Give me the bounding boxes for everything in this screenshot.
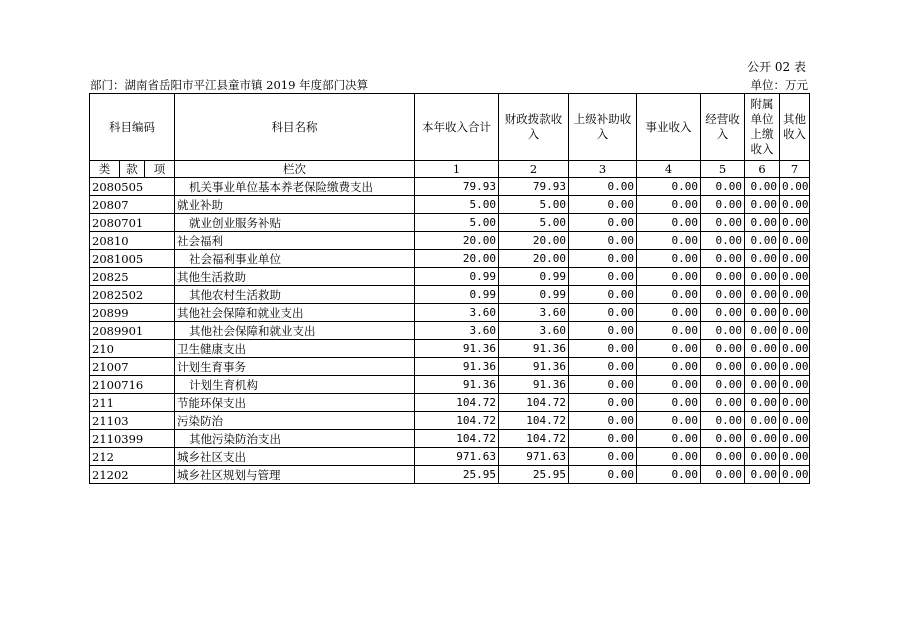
fiscal-allocation-cell: 971.63: [499, 448, 569, 466]
table-row: [90, 322, 810, 340]
table-row: [90, 394, 810, 412]
superior-subsidy-cell: 0.00: [569, 178, 637, 196]
superior-subsidy-cell: 0.00: [569, 196, 637, 214]
business-income-cell: 0.00: [637, 286, 701, 304]
subject-name: 社会福利事业单位: [175, 250, 415, 268]
fiscal-allocation-cell: 104.72: [499, 412, 569, 430]
affiliate-income-cell: 0.00: [745, 412, 780, 430]
superior-subsidy-cell: 0.00: [569, 412, 637, 430]
other-income-cell: 0.00: [780, 214, 810, 232]
business-income-cell: 0.00: [637, 430, 701, 448]
operating-income-cell: 0.00: [701, 214, 745, 232]
total-income-cell: 79.93: [415, 178, 499, 196]
subject-name: 卫生健康支出: [175, 340, 415, 358]
other-income-cell: 0.00: [780, 466, 810, 484]
fiscal-allocation-cell: 25.95: [499, 466, 569, 484]
col-header-affiliate: 附属单位上缴收入: [745, 94, 780, 161]
subject-code: 2089901: [90, 322, 175, 340]
superior-subsidy-cell: 0.00: [569, 268, 637, 286]
fiscal-allocation-cell: 5.00: [499, 196, 569, 214]
superior-subsidy-cell: 0.00: [569, 376, 637, 394]
business-income-cell: 0.00: [637, 448, 701, 466]
operating-income-cell: 0.00: [701, 268, 745, 286]
other-income-cell: 0.00: [780, 196, 810, 214]
superior-subsidy-cell: 0.00: [569, 322, 637, 340]
subject-code: 2081005: [90, 250, 175, 268]
affiliate-income-cell: 0.00: [745, 250, 780, 268]
fiscal-allocation-cell: 91.36: [499, 340, 569, 358]
col-header-total: 本年收入合计: [415, 94, 499, 161]
sub-header-xiang: 项: [145, 161, 175, 178]
form-code: 公开 02 表: [747, 60, 806, 74]
other-income-cell: 0.00: [780, 358, 810, 376]
affiliate-income-cell: 0.00: [745, 448, 780, 466]
superior-subsidy-cell: 0.00: [569, 340, 637, 358]
affiliate-income-cell: 0.00: [745, 340, 780, 358]
fiscal-allocation-cell: 91.36: [499, 358, 569, 376]
superior-subsidy-cell: 0.00: [569, 358, 637, 376]
col-header-superior: 上级补助收入: [569, 94, 637, 161]
business-income-cell: 0.00: [637, 268, 701, 286]
table-row: [90, 412, 810, 430]
subject-code: 2082502: [90, 286, 175, 304]
sub-header-col-6: 6: [745, 161, 780, 178]
table-row: [90, 466, 810, 484]
total-income-cell: 25.95: [415, 466, 499, 484]
operating-income-cell: 0.00: [701, 394, 745, 412]
other-income-cell: 0.00: [780, 322, 810, 340]
total-income-cell: 104.72: [415, 430, 499, 448]
fiscal-allocation-cell: 5.00: [499, 214, 569, 232]
affiliate-income-cell: 0.00: [745, 358, 780, 376]
operating-income-cell: 0.00: [701, 340, 745, 358]
operating-income-cell: 0.00: [701, 250, 745, 268]
total-income-cell: 20.00: [415, 250, 499, 268]
subject-name: 其他农村生活救助: [175, 286, 415, 304]
total-income-cell: 3.60: [415, 304, 499, 322]
affiliate-income-cell: 0.00: [745, 466, 780, 484]
table-body: [90, 178, 810, 484]
business-income-cell: 0.00: [637, 466, 701, 484]
fiscal-allocation-cell: 91.36: [499, 376, 569, 394]
total-income-cell: 91.36: [415, 358, 499, 376]
affiliate-income-cell: 0.00: [745, 430, 780, 448]
other-income-cell: 0.00: [780, 286, 810, 304]
total-income-cell: 104.72: [415, 394, 499, 412]
subject-code: 210: [90, 340, 175, 358]
unit-label: 单位：万元: [750, 78, 808, 92]
other-income-cell: 0.00: [780, 304, 810, 322]
total-income-cell: 5.00: [415, 196, 499, 214]
business-income-cell: 0.00: [637, 322, 701, 340]
affiliate-income-cell: 0.00: [745, 286, 780, 304]
table-row: [90, 196, 810, 214]
operating-income-cell: 0.00: [701, 286, 745, 304]
superior-subsidy-cell: 0.00: [569, 448, 637, 466]
subject-name: 就业创业服务补贴: [175, 214, 415, 232]
subject-code: 21007: [90, 358, 175, 376]
col-header-name: 科目名称: [175, 94, 415, 161]
table-row: [90, 430, 810, 448]
subject-code: 20810: [90, 232, 175, 250]
other-income-cell: 0.00: [780, 448, 810, 466]
subject-name: 社会福利: [175, 232, 415, 250]
operating-income-cell: 0.00: [701, 358, 745, 376]
other-income-cell: 0.00: [780, 430, 810, 448]
fiscal-allocation-cell: 20.00: [499, 232, 569, 250]
superior-subsidy-cell: 0.00: [569, 250, 637, 268]
total-income-cell: 971.63: [415, 448, 499, 466]
subject-name: 城乡社区支出: [175, 448, 415, 466]
sub-header-lanci: 栏次: [175, 161, 415, 178]
sub-header-lei: 类: [90, 161, 120, 178]
superior-subsidy-cell: 0.00: [569, 214, 637, 232]
business-income-cell: 0.00: [637, 394, 701, 412]
table-row: [90, 232, 810, 250]
operating-income-cell: 0.00: [701, 376, 745, 394]
subject-code: 21202: [90, 466, 175, 484]
business-income-cell: 0.00: [637, 196, 701, 214]
subject-code: 20825: [90, 268, 175, 286]
sub-header-col-3: 3: [569, 161, 637, 178]
col-header-fiscal: 财政拨款收入: [499, 94, 569, 161]
fiscal-allocation-cell: 20.00: [499, 250, 569, 268]
business-income-cell: 0.00: [637, 250, 701, 268]
subject-name: 其他社会保障和就业支出: [175, 322, 415, 340]
affiliate-income-cell: 0.00: [745, 322, 780, 340]
col-header-operating: 经营收入: [701, 94, 745, 161]
subject-name: 机关事业单位基本养老保险缴费支出: [175, 178, 415, 196]
other-income-cell: 0.00: [780, 178, 810, 196]
affiliate-income-cell: 0.00: [745, 214, 780, 232]
other-income-cell: 0.00: [780, 394, 810, 412]
total-income-cell: 0.99: [415, 286, 499, 304]
operating-income-cell: 0.00: [701, 448, 745, 466]
table-row: [90, 304, 810, 322]
total-income-cell: 5.00: [415, 214, 499, 232]
department-title: 部门：湖南省岳阳市平江县童市镇 2019 年度部门决算: [90, 78, 369, 92]
affiliate-income-cell: 0.00: [745, 232, 780, 250]
table-row: [90, 250, 810, 268]
superior-subsidy-cell: 0.00: [569, 466, 637, 484]
sub-header-row: [90, 161, 810, 178]
subject-code: 21103: [90, 412, 175, 430]
table-row: [90, 214, 810, 232]
subject-code: 211: [90, 394, 175, 412]
total-income-cell: 91.36: [415, 376, 499, 394]
header-row: [90, 94, 810, 161]
total-income-cell: 20.00: [415, 232, 499, 250]
business-income-cell: 0.00: [637, 304, 701, 322]
subject-name: 计划生育机构: [175, 376, 415, 394]
subject-name: 其他社会保障和就业支出: [175, 304, 415, 322]
business-income-cell: 0.00: [637, 214, 701, 232]
subject-code: 2080505: [90, 178, 175, 196]
affiliate-income-cell: 0.00: [745, 304, 780, 322]
business-income-cell: 0.00: [637, 340, 701, 358]
other-income-cell: 0.00: [780, 250, 810, 268]
subject-name: 其他生活救助: [175, 268, 415, 286]
business-income-cell: 0.00: [637, 412, 701, 430]
superior-subsidy-cell: 0.00: [569, 394, 637, 412]
table-row: [90, 376, 810, 394]
subject-code: 20899: [90, 304, 175, 322]
table-row: [90, 448, 810, 466]
subject-name: 城乡社区规划与管理: [175, 466, 415, 484]
affiliate-income-cell: 0.00: [745, 196, 780, 214]
affiliate-income-cell: 0.00: [745, 178, 780, 196]
subject-code: 212: [90, 448, 175, 466]
sub-header-col-5: 5: [701, 161, 745, 178]
sub-header-col-7: 7: [780, 161, 810, 178]
sub-header-col-1: 1: [415, 161, 499, 178]
affiliate-income-cell: 0.00: [745, 376, 780, 394]
col-header-business: 事业收入: [637, 94, 701, 161]
total-income-cell: 3.60: [415, 322, 499, 340]
subject-name: 就业补助: [175, 196, 415, 214]
col-header-code: 科目编码: [90, 94, 175, 161]
other-income-cell: 0.00: [780, 232, 810, 250]
other-income-cell: 0.00: [780, 268, 810, 286]
business-income-cell: 0.00: [637, 232, 701, 250]
operating-income-cell: 0.00: [701, 430, 745, 448]
table-row: [90, 268, 810, 286]
sub-header-kuan: 款: [120, 161, 145, 178]
table-row: [90, 178, 810, 196]
total-income-cell: 104.72: [415, 412, 499, 430]
affiliate-income-cell: 0.00: [745, 394, 780, 412]
subject-name: 节能环保支出: [175, 394, 415, 412]
fiscal-allocation-cell: 104.72: [499, 430, 569, 448]
subject-name: 计划生育事务: [175, 358, 415, 376]
fiscal-allocation-cell: 79.93: [499, 178, 569, 196]
superior-subsidy-cell: 0.00: [569, 430, 637, 448]
subject-code: 20807: [90, 196, 175, 214]
subject-code: 2110399: [90, 430, 175, 448]
operating-income-cell: 0.00: [701, 466, 745, 484]
other-income-cell: 0.00: [780, 376, 810, 394]
business-income-cell: 0.00: [637, 358, 701, 376]
business-income-cell: 0.00: [637, 178, 701, 196]
table-row: [90, 286, 810, 304]
sub-header-col-2: 2: [499, 161, 569, 178]
affiliate-income-cell: 0.00: [745, 268, 780, 286]
operating-income-cell: 0.00: [701, 178, 745, 196]
operating-income-cell: 0.00: [701, 196, 745, 214]
subject-name: 污染防治: [175, 412, 415, 430]
table-row: [90, 358, 810, 376]
superior-subsidy-cell: 0.00: [569, 304, 637, 322]
fiscal-allocation-cell: 0.99: [499, 286, 569, 304]
operating-income-cell: 0.00: [701, 412, 745, 430]
subject-code: 2080701: [90, 214, 175, 232]
operating-income-cell: 0.00: [701, 322, 745, 340]
subject-name: 其他污染防治支出: [175, 430, 415, 448]
business-income-cell: 0.00: [637, 376, 701, 394]
fiscal-allocation-cell: 3.60: [499, 304, 569, 322]
budget-table: [89, 93, 810, 484]
superior-subsidy-cell: 0.00: [569, 232, 637, 250]
col-header-other: 其他收入: [780, 94, 810, 161]
other-income-cell: 0.00: [780, 340, 810, 358]
total-income-cell: 91.36: [415, 340, 499, 358]
total-income-cell: 0.99: [415, 268, 499, 286]
sub-header-col-4: 4: [637, 161, 701, 178]
superior-subsidy-cell: 0.00: [569, 286, 637, 304]
other-income-cell: 0.00: [780, 412, 810, 430]
table-row: [90, 340, 810, 358]
fiscal-allocation-cell: 104.72: [499, 394, 569, 412]
operating-income-cell: 0.00: [701, 232, 745, 250]
subject-code: 2100716: [90, 376, 175, 394]
fiscal-allocation-cell: 3.60: [499, 322, 569, 340]
fiscal-allocation-cell: 0.99: [499, 268, 569, 286]
operating-income-cell: 0.00: [701, 304, 745, 322]
